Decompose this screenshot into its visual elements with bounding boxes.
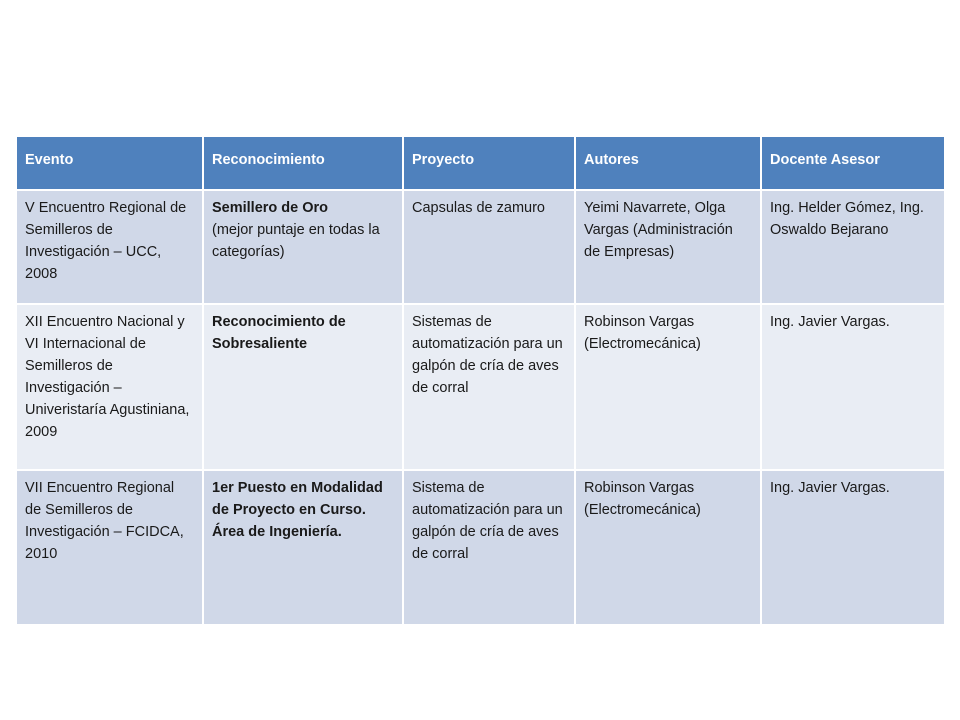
cell-reconocimiento	[203, 190, 403, 304]
recognition-title: 1er Puesto en Modalidad de Proyecto en Curso. Área de Ingeniería.	[212, 480, 383, 540]
cell-reconocimiento	[203, 470, 403, 625]
cell-evento: V Encuentro Regional de Semilleros de Investigación – UCC, 2008	[16, 190, 203, 304]
cell-autores: Robinson Vargas (Electromecánica)	[575, 304, 761, 470]
cell-evento: VII Encuentro Regional de Semilleros de Investigación – FCIDCA, 2010	[16, 470, 203, 625]
cell-autores: Robinson Vargas (Electromecánica)	[575, 470, 761, 625]
cell-reconocimiento	[203, 304, 403, 470]
cell-proyecto: Capsulas de zamuro	[403, 190, 575, 304]
header-docente-asesor: Docente Asesor	[761, 136, 945, 190]
table-row	[16, 190, 945, 304]
table-row	[16, 470, 945, 625]
cell-docente-asesor: Ing. Javier Vargas.	[761, 470, 945, 625]
table-header-row	[16, 136, 945, 190]
cell-docente-asesor: Ing. Javier Vargas.	[761, 304, 945, 470]
header-autores: Autores	[575, 136, 761, 190]
header-proyecto: Proyecto	[403, 136, 575, 190]
table-row	[16, 304, 945, 470]
recognitions-table	[15, 135, 946, 626]
cell-evento: XII Encuentro Nacional y VI Internacional de Semilleros de Investigación – Univeristaría Agustiniana, 2009	[16, 304, 203, 470]
cell-autores: Yeimi Navarrete, Olga Vargas (Administración de Empresas)	[575, 190, 761, 304]
cell-proyecto: Sistemas de automatización para un galpón de cría de aves de corral	[403, 304, 575, 470]
recognition-note: (mejor puntaje en todas la categorías)	[212, 222, 380, 260]
header-reconocimiento: Reconocimiento	[203, 136, 403, 190]
header-evento: Evento	[16, 136, 203, 190]
recognition-title: Reconocimiento de Sobresaliente	[212, 314, 346, 352]
cell-proyecto: Sistema de automatización para un galpón de cría de aves de corral	[403, 470, 575, 625]
recognition-title: Semillero de Oro	[212, 200, 329, 216]
cell-docente-asesor: Ing. Helder Gómez, Ing. Oswaldo Bejarano	[761, 190, 945, 304]
